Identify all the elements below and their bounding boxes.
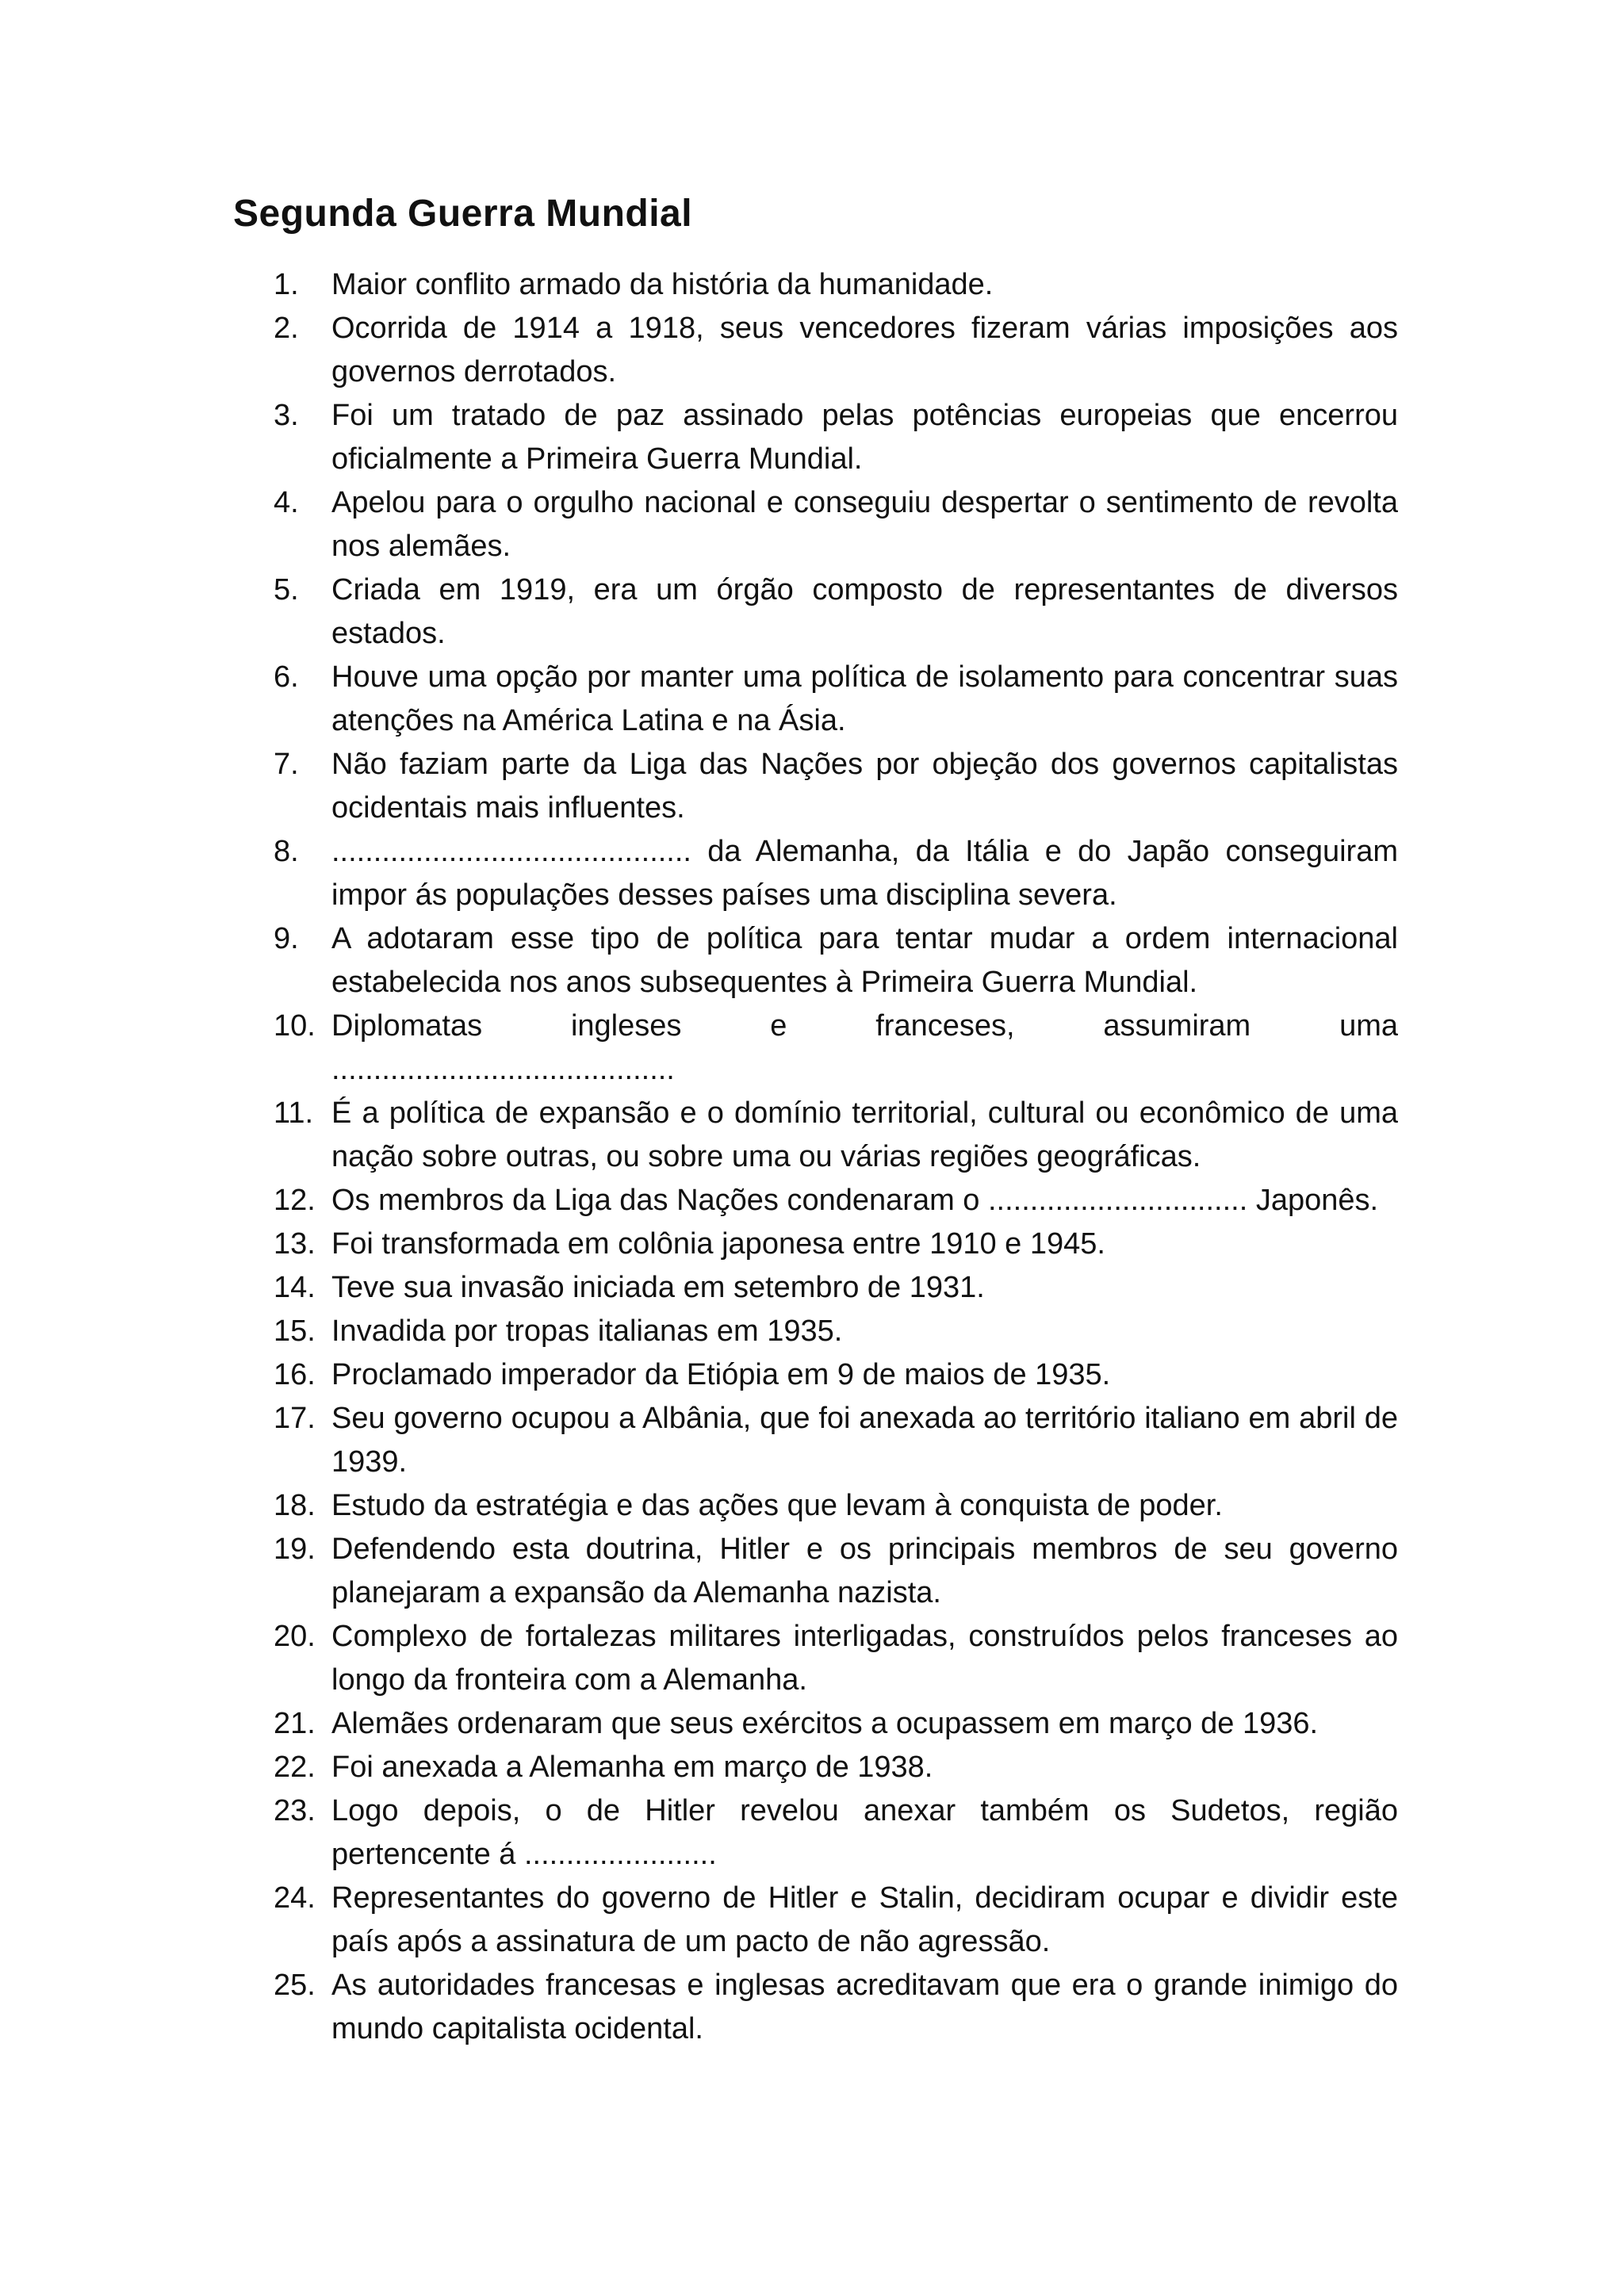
item-text: A adotaram esse tipo de política para tentar mudar a ordem internacional estabelecida nos anos subsequentes à Primeira Guerra Mundial. bbox=[331, 922, 1398, 999]
list-item-1 bbox=[274, 263, 1398, 307]
item-text: Alemães ordenaram que seus exércitos a ocupassem em março de 1936. bbox=[331, 1707, 1319, 1740]
item-number: 1. bbox=[274, 268, 299, 301]
list-item-5 bbox=[274, 568, 1398, 656]
item-number: 2. bbox=[274, 312, 299, 345]
item-text: Invadida por tropas italianas em 1935. bbox=[331, 1314, 843, 1348]
item-number: 16. bbox=[274, 1358, 316, 1391]
item-number: 13. bbox=[274, 1227, 316, 1261]
question-list bbox=[274, 263, 1398, 2051]
list-item-15 bbox=[274, 1310, 1398, 1353]
list-item-12 bbox=[274, 1179, 1398, 1223]
item-number: 20. bbox=[274, 1620, 316, 1653]
item-number: 18. bbox=[274, 1489, 316, 1522]
item-number: 5. bbox=[274, 573, 299, 607]
item-text: Teve sua invasão iniciada em setembro de 1931. bbox=[331, 1271, 985, 1304]
item-text: Logo depois, o de Hitler revelou anexar também os Sudetos, região pertencente á ....................... bbox=[331, 1794, 1398, 1871]
list-item-16 bbox=[274, 1353, 1398, 1397]
item-text-blank: ......................................... bbox=[331, 1053, 675, 1086]
list-item-7 bbox=[274, 743, 1398, 830]
item-text: Foi anexada a Alemanha em março de 1938. bbox=[331, 1751, 933, 1784]
item-number: 15. bbox=[274, 1314, 316, 1348]
list-item-25 bbox=[274, 1964, 1398, 2051]
list-item-24 bbox=[274, 1877, 1398, 1964]
item-text: Defendendo esta doutrina, Hitler e os principais membros de seu governo planejaram a expansão da Alemanha nazista. bbox=[331, 1533, 1398, 1609]
list-item-20 bbox=[274, 1615, 1398, 1702]
item-text: Criada em 1919, era um órgão composto de representantes de diversos estados. bbox=[331, 573, 1398, 650]
item-text: ........................................... da Alemanha, da Itália e do Japão conseguiram impor ás populações desses países uma disciplina severa. bbox=[331, 835, 1398, 912]
list-item-9 bbox=[274, 917, 1398, 1004]
item-text: Ocorrida de 1914 a 1918, seus vencedores fizeram várias imposições aos governos derrotados. bbox=[331, 312, 1398, 388]
item-text: Proclamado imperador da Etiópia em 9 de maios de 1935. bbox=[331, 1358, 1111, 1391]
item-text: Maior conflito armado da história da humanidade. bbox=[331, 268, 994, 301]
item-text: Seu governo ocupou a Albânia, que foi anexada ao território italiano em abril de 1939. bbox=[331, 1402, 1398, 1479]
list-item-2 bbox=[274, 307, 1398, 394]
item-number: 11. bbox=[274, 1096, 314, 1130]
item-number: 23. bbox=[274, 1794, 316, 1827]
item-number: 12. bbox=[274, 1184, 316, 1217]
item-text: As autoridades francesas e inglesas acreditavam que era o grande inimigo do mundo capitalista ocidental. bbox=[331, 1969, 1398, 2045]
item-text: Foi um tratado de paz assinado pelas potências europeias que encerrou oficialmente a Primeira Guerra Mundial. bbox=[331, 399, 1398, 476]
item-text: Os membros da Liga das Nações condenaram o ............................... Japonês. bbox=[331, 1184, 1379, 1217]
item-number: 3. bbox=[274, 399, 299, 432]
item-number: 21. bbox=[274, 1707, 316, 1740]
item-text: É a política de expansão e o domínio territorial, cultural ou econômico de uma nação sobre outras, ou sobre uma ou várias regiões geográficas. bbox=[331, 1096, 1398, 1173]
item-text: Complexo de fortalezas militares interligadas, construídos pelos franceses ao longo da fronteira com a Alemanha. bbox=[331, 1620, 1398, 1697]
item-number: 22. bbox=[274, 1751, 316, 1784]
item-text: Estudo da estratégia e das ações que levam à conquista de poder. bbox=[331, 1489, 1223, 1522]
item-number: 25. bbox=[274, 1969, 316, 2002]
item-number: 9. bbox=[274, 922, 299, 955]
item-number: 19. bbox=[274, 1533, 316, 1566]
item-number: 17. bbox=[274, 1402, 316, 1435]
document-title: Segunda Guerra Mundial bbox=[233, 193, 693, 235]
item-number: 6. bbox=[274, 660, 299, 694]
list-item-19 bbox=[274, 1528, 1398, 1615]
list-item-22 bbox=[274, 1746, 1398, 1789]
item-text: Não faziam parte da Liga das Nações por objeção dos governos capitalistas ocidentais mais influentes. bbox=[331, 748, 1398, 825]
item-text: Houve uma opção por manter uma política de isolamento para concentrar suas atenções na América Latina e na Ásia. bbox=[331, 660, 1398, 737]
item-number: 7. bbox=[274, 748, 299, 781]
list-item-3 bbox=[274, 394, 1398, 481]
item-text: Diplomatas ingleses e franceses, assumiram uma bbox=[331, 1009, 1398, 1043]
list-item-8 bbox=[274, 830, 1398, 917]
item-number: 8. bbox=[274, 835, 299, 868]
list-item-4 bbox=[274, 481, 1398, 568]
item-text: Apelou para o orgulho nacional e conseguiu despertar o sentimento de revolta nos alemães. bbox=[331, 486, 1398, 563]
list-item-23 bbox=[274, 1789, 1398, 1877]
item-number: 14. bbox=[274, 1271, 316, 1304]
item-text: Foi transformada em colônia japonesa entre 1910 e 1945. bbox=[331, 1227, 1105, 1261]
list-item-13 bbox=[274, 1223, 1398, 1266]
list-item-11 bbox=[274, 1092, 1398, 1179]
list-item-18 bbox=[274, 1484, 1398, 1528]
item-text: Representantes do governo de Hitler e Stalin, decidiram ocupar e dividir este país após a assinatura de um pacto de não agressão. bbox=[331, 1881, 1398, 1958]
list-item-6 bbox=[274, 656, 1398, 743]
list-item-21 bbox=[274, 1702, 1398, 1746]
item-number: 24. bbox=[274, 1881, 316, 1915]
item-number: 10. bbox=[274, 1009, 316, 1043]
list-item-14 bbox=[274, 1266, 1398, 1310]
item-number: 4. bbox=[274, 486, 299, 519]
list-item-17 bbox=[274, 1397, 1398, 1484]
list-item-10 bbox=[274, 1004, 1398, 1092]
